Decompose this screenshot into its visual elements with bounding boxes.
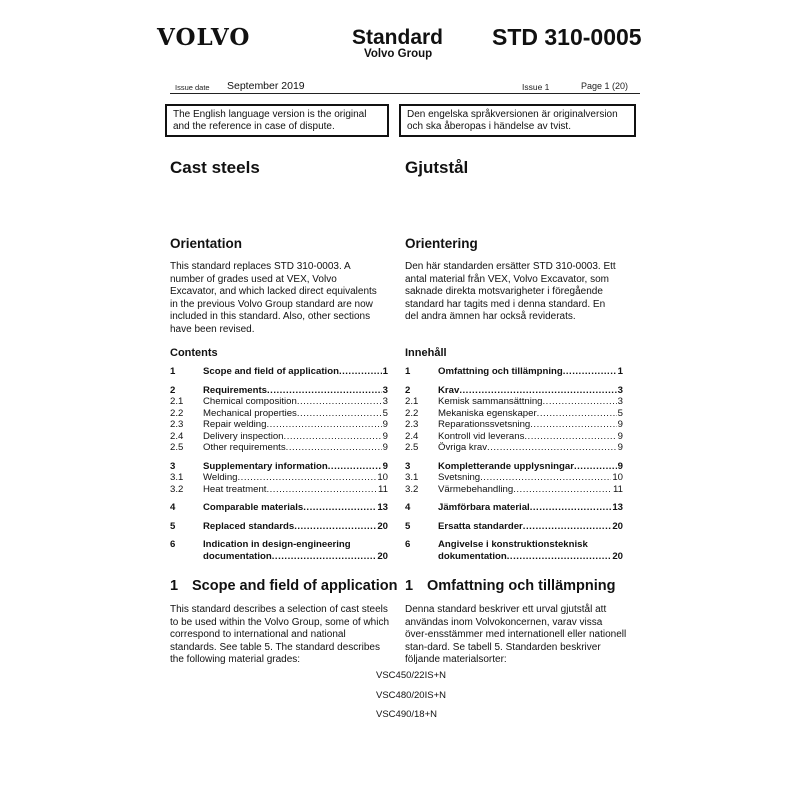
- toc-title: Chemical composition: [203, 396, 297, 407]
- toc-title: Reparationssvetsning: [438, 419, 531, 430]
- toc-title: Delivery inspection: [203, 430, 284, 442]
- toc-number: 2.5: [170, 442, 184, 453]
- toc-leader: [297, 408, 382, 420]
- toc-number: 2.2: [405, 407, 419, 419]
- toc-entry[interactable]: [170, 431, 388, 443]
- volvo-logo: VOLVO: [157, 24, 251, 51]
- toc-number: 4: [405, 502, 411, 513]
- toc-leader: [238, 472, 377, 484]
- toc-leader: [286, 442, 382, 454]
- toc-page: 9: [617, 430, 623, 442]
- toc-entry[interactable]: [405, 521, 623, 533]
- toc-entry[interactable]: [405, 539, 623, 551]
- issue-date-label: Issue date: [175, 83, 210, 92]
- toc-leader: [537, 408, 617, 420]
- toc-title: Replaced standards: [203, 520, 295, 532]
- toc-page: 20: [377, 550, 388, 562]
- toc-number: 1: [170, 366, 176, 377]
- toc-title: Comparable materials: [203, 502, 304, 513]
- toc-entry[interactable]: [170, 408, 388, 420]
- toc-page: 11: [378, 483, 388, 495]
- issue-number: Issue 1: [522, 82, 550, 92]
- section-number: 1: [170, 578, 179, 594]
- toc-leader: [297, 396, 382, 408]
- toc-entry[interactable]: [405, 385, 623, 397]
- toc-leader: [267, 385, 382, 397]
- toc-leader: [294, 521, 376, 533]
- toc-page: 1: [382, 366, 388, 377]
- material-grade: VSC450/22IS+N: [376, 670, 446, 681]
- toc-page: 3: [617, 396, 623, 407]
- toc-title: Welding: [203, 472, 238, 483]
- toc-number: 3.2: [405, 483, 419, 495]
- toc-entry[interactable]: [170, 484, 388, 496]
- toc-entry-continuation[interactable]: [405, 551, 623, 563]
- toc-page: 20: [612, 520, 623, 532]
- toc-title: Scope and field of application: [203, 366, 339, 377]
- toc-leader: [339, 366, 382, 378]
- toc-title: Kompletterande upplysningar: [438, 460, 574, 472]
- toc-entry[interactable]: [170, 461, 388, 473]
- orientation-heading-en: Orientation: [170, 236, 243, 251]
- toc-entry[interactable]: [405, 502, 623, 514]
- toc-entry[interactable]: [170, 521, 388, 533]
- section-title: Omfattning och tillämpning: [427, 578, 616, 594]
- toc-page: 9: [382, 430, 388, 442]
- toc-entry[interactable]: [405, 396, 623, 408]
- toc-title-continuation: dokumentation: [438, 550, 507, 562]
- toc-page: 20: [612, 550, 623, 562]
- toc-page: 5: [382, 407, 388, 419]
- section-1-text-en: This standard describes a selection of cast steels to be used within the Volvo Group, some of which correspond to international and national standards. See table 5. The standard describes the following material grades:: [170, 604, 390, 666]
- toc-page: 11: [613, 483, 623, 495]
- toc-title: Svetsning: [438, 472, 481, 483]
- table-of-contents-sv: [405, 366, 623, 562]
- notice-text-sv: Den engelska språkversionen är originalversion och ska åberopas i händelse av tvist.: [407, 109, 618, 132]
- toc-entry[interactable]: [170, 385, 388, 397]
- toc-title: Supplementary information: [203, 460, 328, 472]
- toc-entry[interactable]: [405, 431, 623, 443]
- toc-entry[interactable]: [405, 408, 623, 420]
- toc-leader: [513, 484, 612, 496]
- contents-heading-sv: Innehåll: [405, 347, 447, 359]
- toc-number: 2.3: [405, 419, 419, 430]
- toc-title: Jämförbara material: [438, 502, 530, 513]
- toc-page: 13: [377, 502, 388, 513]
- toc-page: 20: [377, 520, 388, 532]
- section-number: 1: [405, 578, 414, 594]
- toc-page: 13: [612, 502, 623, 513]
- notice-box-sv: [399, 104, 636, 137]
- toc-number: 3: [170, 460, 176, 472]
- toc-title: Kontroll vid leverans: [438, 430, 525, 442]
- toc-leader: [574, 461, 617, 473]
- document-title-sv: Gjutstål: [405, 158, 469, 177]
- notice-box-en: [165, 104, 389, 137]
- toc-number: 3.1: [170, 472, 184, 483]
- toc-title: Värmebehandling: [438, 483, 514, 495]
- toc-leader: [530, 502, 612, 514]
- orientation-text-en: This standard replaces STD 310-0003. A number of grades used at VEX, Volvo Excavator, and which lacked direct equivalents in the previous Volvo Group standard are now included in this standard. Also, other sections have been revised.: [170, 261, 377, 335]
- toc-title: Övriga krav: [438, 442, 488, 453]
- toc-number: 3: [405, 460, 411, 472]
- toc-leader: [524, 431, 616, 443]
- toc-title: Indication in design-engineering: [203, 539, 351, 550]
- toc-number: 2: [405, 384, 411, 396]
- toc-page: 3: [617, 384, 623, 396]
- orientation-text-sv: Den här standarden ersätter STD 310-0003. Ett antal material från VEX, Volvo Excavator, som saknade direkta motsvarigheter i föregående standard har tagits med i denna standard. En del andra ämnen har också reviderats.: [405, 261, 616, 323]
- toc-title: Krav: [438, 384, 460, 396]
- toc-leader: [523, 521, 612, 533]
- toc-number: 5: [405, 520, 411, 532]
- toc-title-continuation: documentation: [203, 550, 272, 562]
- toc-entry[interactable]: [405, 366, 623, 378]
- toc-leader: [272, 551, 377, 563]
- toc-page: 1: [617, 366, 623, 377]
- toc-entry[interactable]: [405, 442, 623, 454]
- document-title-en: Cast steels: [170, 158, 260, 177]
- section-1-heading-en: [170, 578, 397, 594]
- toc-entry[interactable]: [405, 472, 623, 484]
- toc-number: 2.5: [405, 442, 419, 453]
- toc-leader: [507, 551, 612, 563]
- toc-leader: [303, 502, 376, 514]
- toc-number: 1: [405, 366, 411, 377]
- section-1-heading-sv: [405, 578, 616, 594]
- toc-page: 9: [382, 460, 388, 472]
- toc-page: 3: [382, 384, 388, 396]
- toc-entry[interactable]: [170, 396, 388, 408]
- toc-number: 5: [170, 520, 176, 532]
- toc-title: Ersatta standarder: [438, 520, 523, 532]
- toc-leader: [480, 472, 611, 484]
- toc-leader: [266, 419, 381, 431]
- toc-entry[interactable]: [170, 472, 388, 484]
- toc-title: Requirements: [203, 384, 267, 396]
- organization: Volvo Group: [364, 48, 433, 60]
- toc-title: Omfattning och tillämpning: [438, 366, 563, 377]
- toc-page: 9: [617, 442, 623, 453]
- standard-number: STD 310-0005: [492, 24, 642, 50]
- header-rule: [170, 93, 640, 94]
- toc-entry[interactable]: [405, 461, 623, 473]
- toc-leader: [487, 442, 617, 454]
- toc-title: Kemisk sammansättning: [438, 396, 543, 407]
- toc-title: Other requirements: [203, 442, 286, 453]
- toc-number: 2.1: [170, 396, 184, 407]
- toc-number: 4: [170, 502, 176, 513]
- toc-title: Heat treatment: [203, 483, 267, 495]
- section-title: Scope and field of application: [192, 578, 398, 594]
- toc-entry-continuation[interactable]: [170, 551, 388, 563]
- toc-number: 2.3: [170, 419, 184, 430]
- toc-number: 6: [405, 539, 411, 550]
- toc-leader: [543, 396, 617, 408]
- toc-leader: [328, 461, 382, 473]
- toc-entry[interactable]: [170, 539, 388, 551]
- toc-leader: [459, 385, 616, 397]
- toc-entry[interactable]: [170, 442, 388, 454]
- toc-title: Mechanical properties: [203, 407, 297, 419]
- toc-page: 9: [382, 442, 388, 453]
- material-grade: VSC490/18+N: [376, 709, 437, 720]
- toc-title: Angivelse i konstruktionsteknisk: [438, 539, 588, 550]
- toc-number: 6: [170, 539, 176, 550]
- contents-heading-en: Contents: [170, 347, 218, 359]
- notice-text-en: The English language version is the original and the reference in case of dispute.: [173, 109, 367, 132]
- toc-title: Repair welding: [203, 419, 267, 430]
- toc-leader: [530, 419, 616, 431]
- toc-page: 9: [617, 419, 623, 430]
- toc-page: 10: [612, 472, 623, 483]
- toc-page: 5: [617, 407, 623, 419]
- toc-page: 9: [617, 460, 623, 472]
- toc-number: 2: [170, 384, 176, 396]
- toc-page: 3: [382, 396, 388, 407]
- toc-leader: [266, 484, 377, 496]
- toc-entry[interactable]: [170, 502, 388, 514]
- toc-number: 2.4: [405, 430, 419, 442]
- toc-number: 2.2: [170, 407, 184, 419]
- toc-entry[interactable]: [170, 366, 388, 378]
- issue-date: September 2019: [227, 80, 305, 92]
- material-grade: VSC480/20IS+N: [376, 690, 446, 701]
- toc-number: 2.1: [405, 396, 419, 407]
- toc-number: 3.1: [405, 472, 419, 483]
- section-1-text-sv: Denna standard beskriver ett urval gjutstål att användas inom Volvokoncernen, varav vissa över-ensstämmer med internationell eller nationell stan-dard. Se tabell 5. Standarden beskriver följande materialsorter:: [405, 604, 627, 666]
- toc-entry[interactable]: [170, 419, 388, 431]
- page-number: Page 1 (20): [581, 81, 629, 91]
- toc-title: Mekaniska egenskaper: [438, 407, 537, 419]
- toc-entry[interactable]: [405, 484, 623, 496]
- toc-page: 9: [382, 419, 388, 430]
- document-type: Standard: [352, 26, 444, 49]
- table-of-contents-en: [170, 366, 388, 562]
- toc-leader: [563, 366, 617, 378]
- toc-leader: [284, 431, 382, 443]
- toc-entry[interactable]: [405, 419, 623, 431]
- orientation-heading-sv: Orientering: [405, 236, 478, 251]
- toc-number: 3.2: [170, 483, 184, 495]
- toc-page: 10: [377, 472, 388, 483]
- toc-number: 2.4: [170, 430, 184, 442]
